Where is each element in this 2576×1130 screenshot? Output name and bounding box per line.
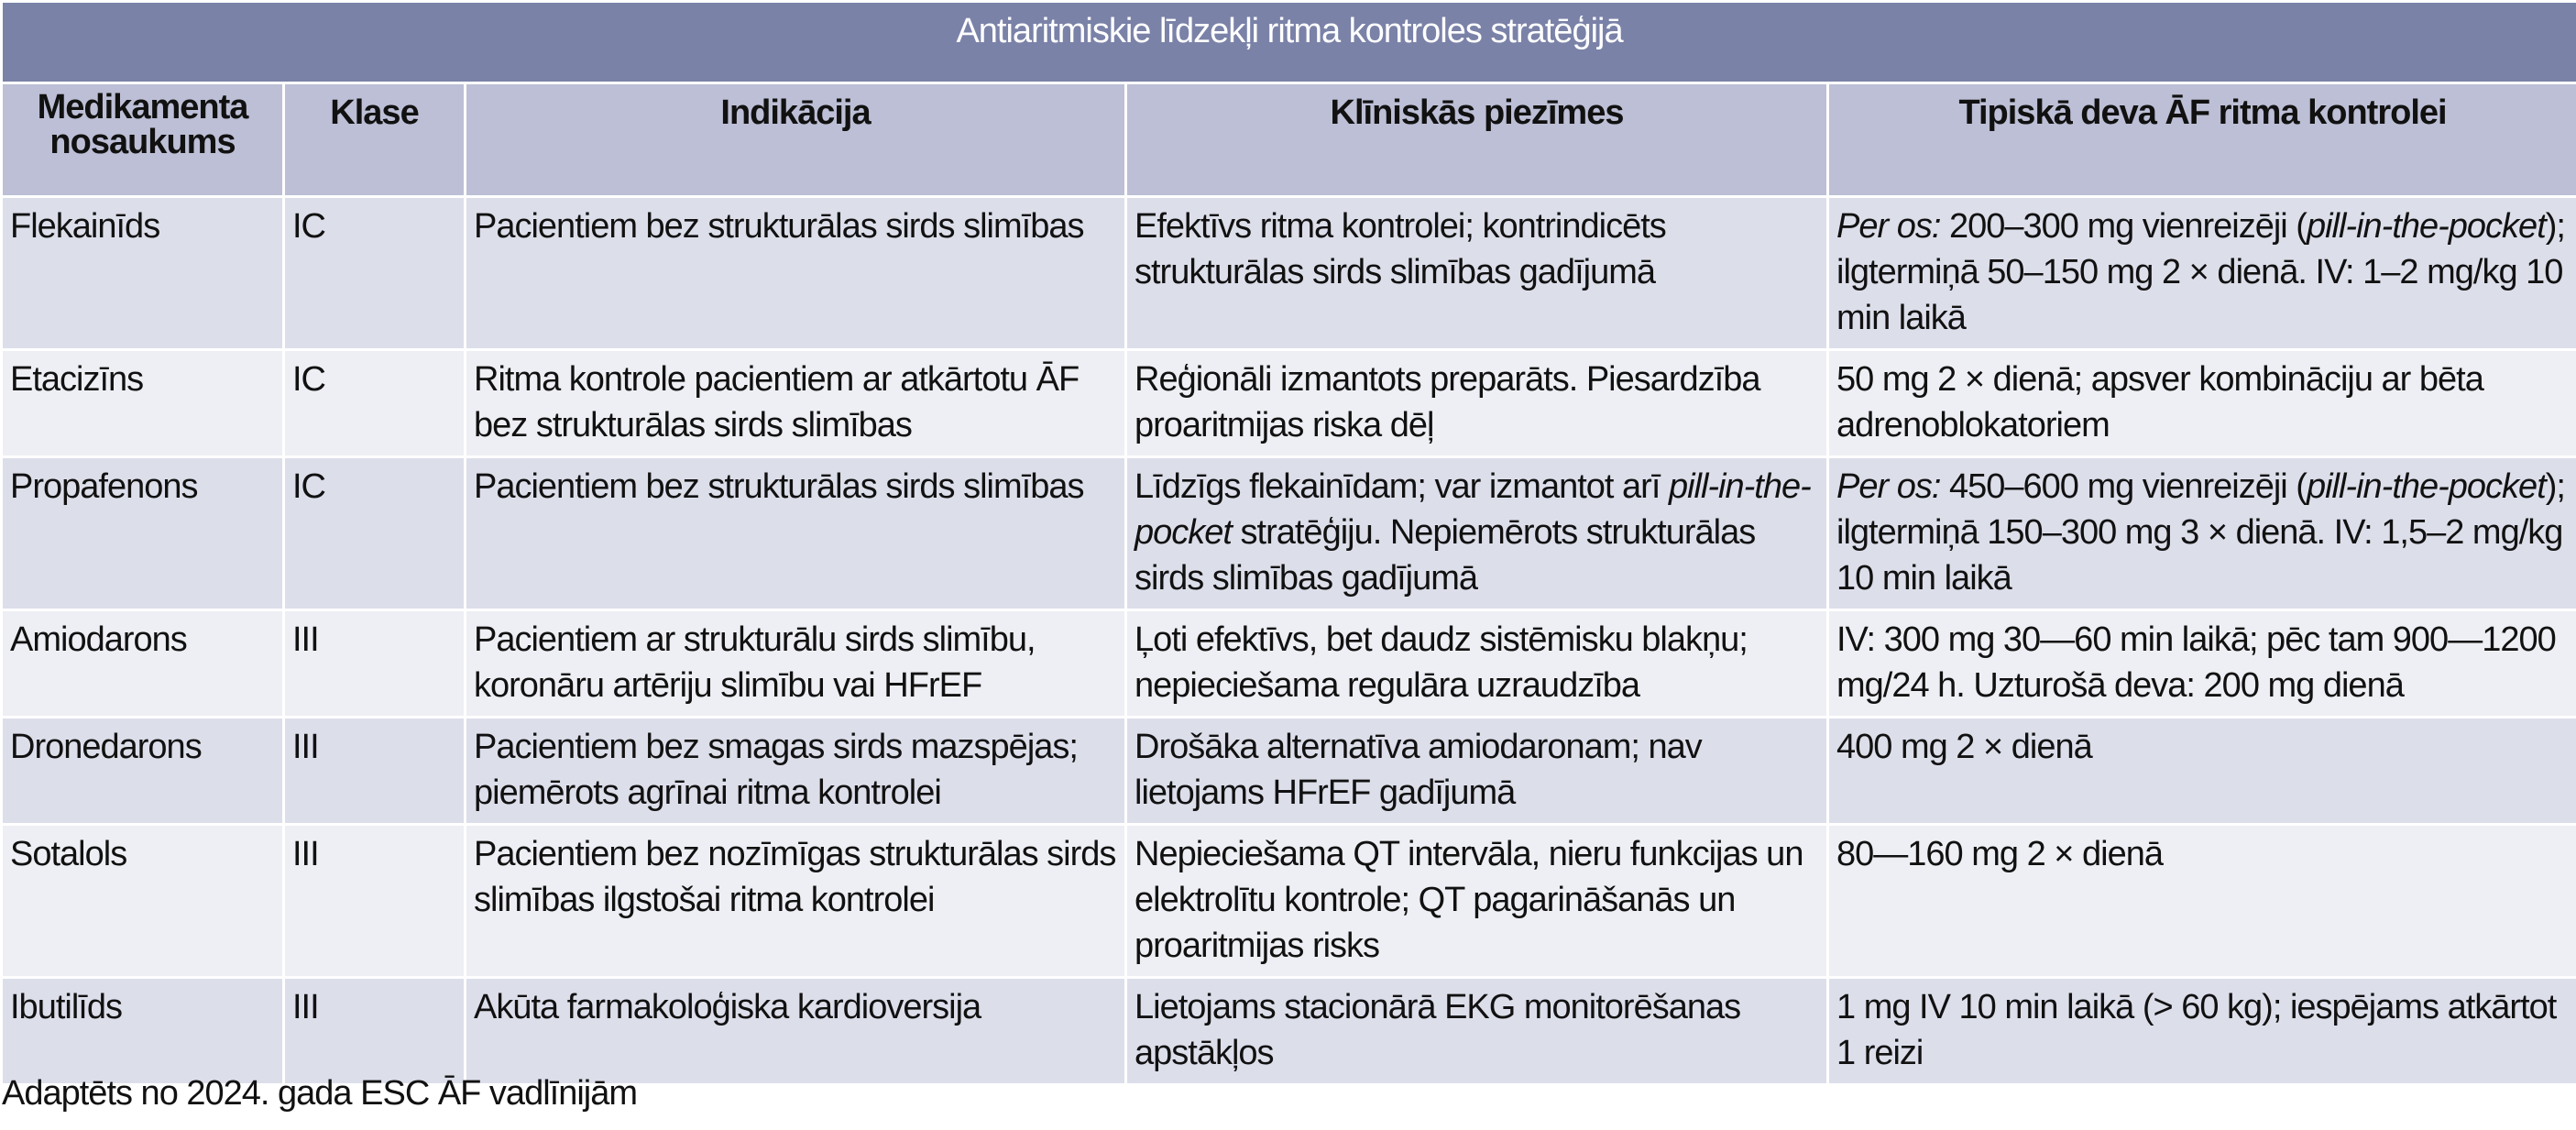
- cell-class: III: [284, 978, 466, 1085]
- cell-medication-name: Dronedarons: [2, 718, 284, 825]
- cell-class: III: [284, 825, 466, 978]
- cell-indication: Akūta farmakoloģiska kardioversija: [466, 978, 1126, 1085]
- cell-indication: Pacientiem bez nozīmīgas strukturālas sirds slimības ilgstošai ritma kontrolei: [466, 825, 1126, 978]
- table-row: [2, 610, 2576, 718]
- cell-typical-dose: 80—160 mg 2 × dienā: [1828, 825, 2576, 978]
- dose-route: Per os:: [1836, 467, 1941, 506]
- cell-indication: Pacientiem ar strukturālu sirds slimību, koronāru artēriju slimību vai HFrEF: [466, 610, 1126, 718]
- dose-strategy: pill-in-the-pocket: [2306, 207, 2546, 246]
- notes-text: stratēģiju. Nepiemērots strukturālas sirds slimības gadījumā: [1135, 513, 1756, 598]
- cell-typical-dose: 1 mg IV 10 min laikā (> 60 kg); iespējams atkārtot 1 reizi: [1828, 978, 2576, 1085]
- dose-text: ); ilgtermiņā 150–300 mg 3 × dienā. IV: 1,5–2 mg/kg 10 min laikā: [1836, 467, 2565, 598]
- cell-typical-dose: 50 mg 2 × dienā; apsver kombināciju ar bēta adrenoblokatoriem: [1828, 350, 2576, 457]
- dose-route: Per os:: [1836, 207, 1941, 246]
- notes-strategy: pill-in-the-pocket: [1135, 467, 1811, 552]
- cell-clinical-notes: Efektīvs ritma kontrolei; kontrindicēts strukturālas sirds slimības gadījumā: [1126, 197, 1828, 350]
- dose-text: ); ilgtermiņā 50–150 mg 2 × dienā. IV: 1–2 mg/kg 10 min laikā: [1836, 207, 2565, 337]
- header-clinical-notes: Klīniskās piezīmes: [1126, 83, 1828, 197]
- cell-medication-name: Sotalols: [2, 825, 284, 978]
- cell-class: III: [284, 610, 466, 718]
- dose-strategy: pill-in-the-pocket: [2306, 467, 2546, 506]
- cell-indication: Pacientiem bez strukturālas sirds slimības: [466, 197, 1126, 350]
- table-row: [2, 350, 2576, 457]
- cell-class: III: [284, 718, 466, 825]
- cell-typical-dose: 400 mg 2 × dienā: [1828, 718, 2576, 825]
- cell-class: IC: [284, 197, 466, 350]
- table-title: Antiaritmiskie līdzekļi ritma kontroles stratēģijā: [2, 2, 2576, 83]
- cell-typical-dose: [1828, 197, 2576, 350]
- cell-indication: Pacientiem bez smagas sirds mazspējas; piemērots agrīnai ritma kontrolei: [466, 718, 1126, 825]
- cell-clinical-notes: Drošāka alternatīva amiodaronam; nav lietojams HFrEF gadījumā: [1126, 718, 1828, 825]
- cell-medication-name: Amiodarons: [2, 610, 284, 718]
- header-indication: Indikācija: [466, 83, 1126, 197]
- cell-medication-name: Ibutilīds: [2, 978, 284, 1085]
- cell-typical-dose: IV: 300 mg 30—60 min laikā; pēc tam 900—1200 mg/24 h. Uzturošā deva: 200 mg dienā: [1828, 610, 2576, 718]
- source-footnote: Adaptēts no 2024. gada ESC ĀF vadlīnijām: [2, 1074, 638, 1113]
- table-row: [2, 197, 2576, 350]
- header-medication-name: Medikamenta nosaukums: [2, 83, 284, 197]
- header-typical-dose: Tipiskā deva ĀF ritma kontrolei: [1828, 83, 2576, 197]
- cell-medication-name: Flekainīds: [2, 197, 284, 350]
- cell-medication-name: Etacizīns: [2, 350, 284, 457]
- cell-clinical-notes: Nepieciešama QT intervāla, nieru funkcijas un elektrolītu kontrole; QT pagarināšanās un proaritmijas risks: [1126, 825, 1828, 978]
- table-row: [2, 825, 2576, 978]
- dose-text: 450–600 mg vienreizēji (: [1940, 467, 2307, 506]
- cell-class: IC: [284, 457, 466, 610]
- cell-class: IC: [284, 350, 466, 457]
- cell-medication-name: Propafenons: [2, 457, 284, 610]
- table-header-row: [2, 83, 2576, 197]
- cell-clinical-notes: Reģionāli izmantots preparāts. Piesardzība proaritmijas riska dēļ: [1126, 350, 1828, 457]
- cell-indication: Ritma kontrole pacientiem ar atkārtotu ĀF bez strukturālas sirds slimības: [466, 350, 1126, 457]
- header-class: Klase: [284, 83, 466, 197]
- cell-indication: Pacientiem bez strukturālas sirds slimības: [466, 457, 1126, 610]
- table-row: [2, 457, 2576, 610]
- notes-text: Līdzīgs flekainīdam; var izmantot arī: [1135, 467, 1669, 506]
- table-title-row: [2, 2, 2576, 83]
- cell-typical-dose: [1828, 457, 2576, 610]
- cell-clinical-notes: Ļoti efektīvs, bet daudz sistēmisku blakņu; nepieciešama regulāra uzraudzība: [1126, 610, 1828, 718]
- dose-text: 200–300 mg vienreizēji (: [1940, 207, 2307, 246]
- table-row: [2, 718, 2576, 825]
- table-row: [2, 978, 2576, 1085]
- cell-clinical-notes: [1126, 457, 1828, 610]
- cell-clinical-notes: Lietojams stacionārā EKG monitorēšanas apstākļos: [1126, 978, 1828, 1085]
